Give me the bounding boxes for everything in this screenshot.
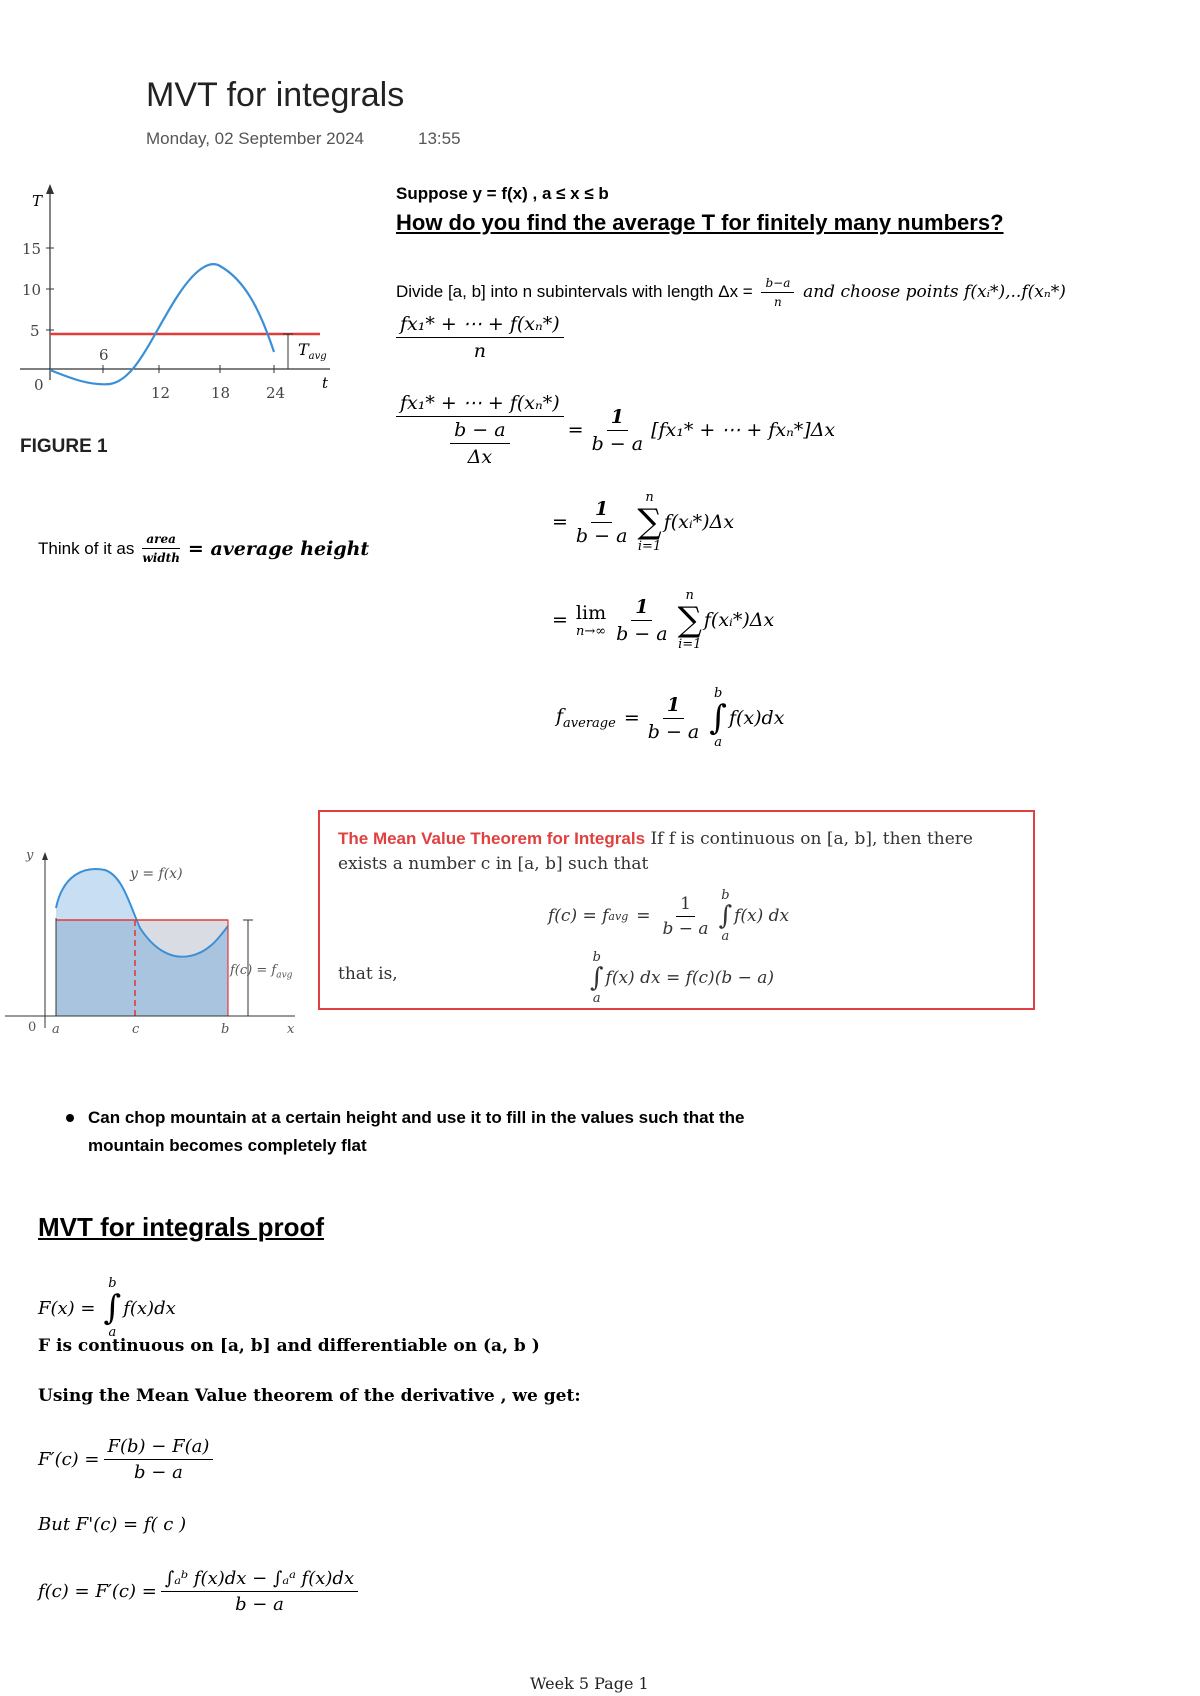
page-time: 13:55 <box>418 129 461 148</box>
figure1-graph <box>10 180 350 400</box>
figure2-origin: 0 <box>28 1020 37 1035</box>
figure2-y-label: y <box>26 848 34 863</box>
F-definition: F(x) = b ∫ a f(x)dx <box>38 1276 176 1340</box>
page-footer: Week 5 Page 1 <box>530 1674 649 1693</box>
figure1-y-label: T <box>32 192 43 210</box>
theorem-title: The Mean Value Theorem for Integrals <box>338 829 646 848</box>
figure1-x-label: t <box>322 374 329 392</box>
average-question: How do you find the average T for finitely many numbers? <box>396 210 1004 235</box>
continuity-line: F is continuous on [a, b] and differentiable on (a, b ) <box>38 1336 540 1356</box>
Fprime-eq: F′(c) = $\frac{F(b) - F(a)}{b - a}$ <box>38 1436 217 1483</box>
figure2-b: b <box>221 1022 230 1037</box>
using-mvt-line: Using the Mean Value theorem of the derivative , we get: <box>38 1386 581 1406</box>
figure1-caption: FIGURE 1 <box>20 436 108 457</box>
figure1-ytick-10: 10 <box>22 281 42 299</box>
eq3: = lim n→∞ $\frac{1}{b - a}$ n ∑ i=1 f(xᵢ*)Δx <box>552 588 775 652</box>
bullet-icon <box>66 1114 74 1122</box>
think-line: Think of it as $\frac{\text{area}}{\text{width}}$ = average height <box>38 532 370 565</box>
figure2-x: x <box>287 1022 295 1037</box>
eq2: = $\frac{1}{b - a}$ n ∑ i=1 f(xᵢ*)Δx <box>552 490 735 554</box>
figure1-xtick-6: 6 <box>99 346 109 364</box>
figure1-xtick-18: 18 <box>211 384 231 402</box>
tavg-label: $T_{avg}$ <box>298 340 327 363</box>
divide-line: Divide [a, b] into n subintervals with length Δx = $\frac{b-a}{n}$ and choose points f(xᵢ*),..f(xₙ*) <box>396 276 1066 309</box>
page-title: MVT for integrals <box>146 76 405 114</box>
mountain-bullet: Can chop mountain at a certain height and use it to fill in the values such that the mountain becomes completely flat <box>66 1104 766 1160</box>
figure1-xtick-12: 12 <box>151 384 171 402</box>
theorem-eq2: b ∫ a f(x) dx = f(c)(b − a) <box>590 950 775 1006</box>
fc-label: $f(c) = f_{avg}$ <box>230 963 293 981</box>
that-is: that is, <box>338 964 398 984</box>
figure2-a: a <box>52 1022 60 1037</box>
final-eq: f(c) = F′(c) = $\frac{\text{∫ₐᵇ f(x)dx − ∫ₐᵃ f(x)dx}}{b - a}$ <box>38 1568 362 1615</box>
suppose-line: Suppose y = f(x) , a ≤ x ≤ b <box>396 184 609 203</box>
curve-label: y = f(x) <box>130 866 183 882</box>
figure2-c: c <box>132 1022 140 1037</box>
proof-heading: MVT for integrals proof <box>38 1212 324 1242</box>
figure1-ytick-15: 15 <box>22 240 42 258</box>
temperature-curve <box>50 264 274 384</box>
mvt-theorem-box <box>318 810 1035 1010</box>
theorem-eq1: f(c) = f avg = $\frac{1}{b - a}$ b ∫ a f(x) dx <box>548 888 790 944</box>
eq4: $f_{average}$ = $\frac{1}{b - a}$ b ∫ a f(x)dx <box>556 686 785 750</box>
figure1-ytick-0: 0 <box>34 376 44 394</box>
page-date: Monday, 02 September 2024 <box>146 129 364 148</box>
figure1-xtick-24: 24 <box>266 384 286 402</box>
but-line: But F'(c) = f( c ) <box>38 1514 187 1535</box>
figure1-y-arrow <box>46 184 54 194</box>
eq1: $\frac{\text{fx₁* + ⋯ + f(xₙ*)}}{\frac{b - a}{\Delta x}}$ = $\frac{1}{b - a}$ [fx₁* + ⋯ + fxₙ*]Δx <box>392 392 835 468</box>
theorem-statement: The Mean Value Theorem for Integrals If f is continuous on [a, b], then there exists a number c in [a, b] such that <box>338 829 973 874</box>
figure1-ytick-5: 5 <box>30 322 40 340</box>
sum-over-n: $\frac{\text{fx₁* + ⋯ + f(xₙ*)}}{n}$ <box>392 313 568 362</box>
